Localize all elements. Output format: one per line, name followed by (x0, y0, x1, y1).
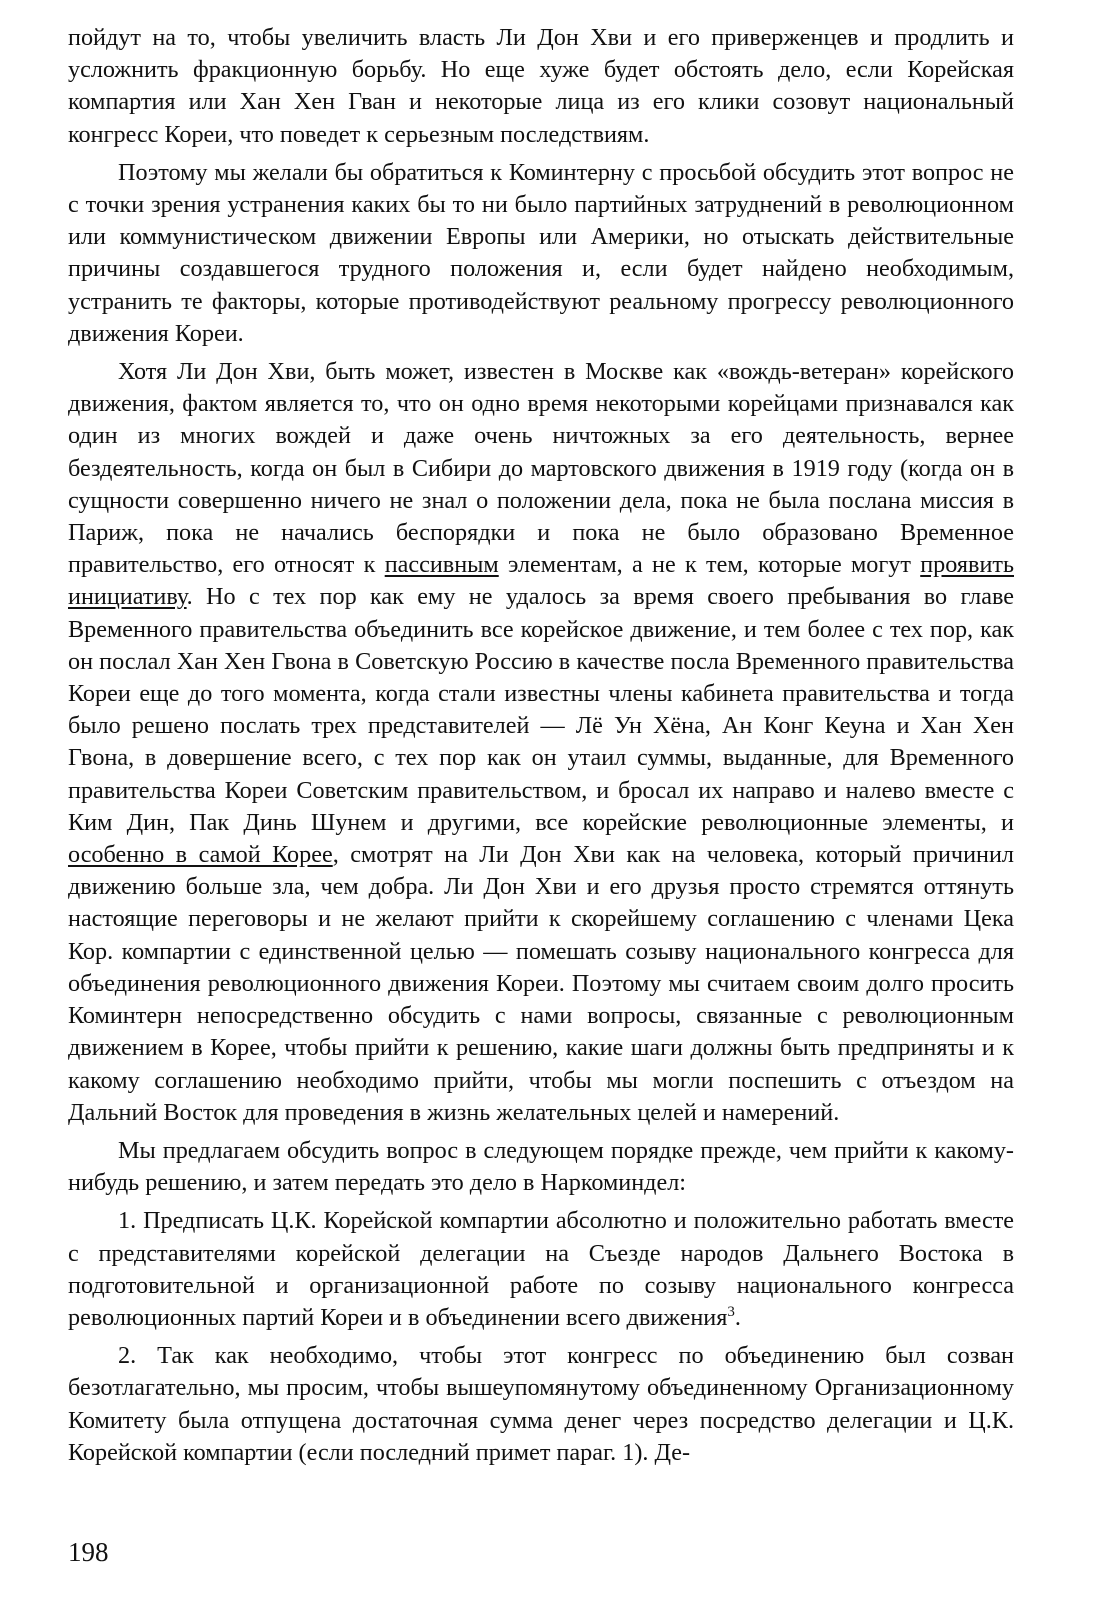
underlined-text-korea: особенно в самой Корее (68, 841, 333, 869)
page-number: 198 (68, 1537, 109, 1567)
text-run: элементам, а не к тем, которые могут (498, 551, 921, 579)
text-run: 1. Предписать Ц.К. Корейской компартии абсолютно и положительно работать вместе с представителями корейской делегации на Съезде народов Дальнего Востока в подготовительной и организационной работе по созыву национального конгресса революционных партий Кореи и в объединении всего движения (68, 1207, 1014, 1331)
paragraph-3 (68, 356, 1014, 1129)
list-item-2 (68, 1340, 1014, 1469)
list-item-1 (68, 1205, 1014, 1334)
text-run: . Но с тех пор как ему не удалось за время своего пребывания во главе Временного правительства объединить все корейское движение, и тем более с тех пор, как он послал Хан Хен Гвона в Советскую Россию в качестве посла Временного правительства Кореи еще до того момента, когда стали известны члены кабинета правительства и тогда было решено послать трех представителей — Лё Ун Хёна, Ан Конг Кеуна и Хан Хен Гвона, в довершение всего, с тех пор как он утаил суммы, выданные, для Временного правительства Кореи Советским правительством, и бросал их направо и налево вместе с Ким Дин, Пак Динь Шунем и другими, все корейские революционные элементы, и (68, 583, 1014, 836)
underlined-text-passive: пассивным (384, 551, 499, 579)
text-run: . (734, 1303, 741, 1331)
text-run: , смотрят на Ли Дон Хви как на человека, который причинил движению больше зла, чем добра. Ли Дон Хви и его друзья просто стремятся оттянуть настоящие переговоры и не желают прийти к скорейшему соглашению с членами Цека Кор. компартии с единственной целью — помешать созыву национального конгресса для объединения революционного движения Кореи. Поэтому мы считаем своим долго просить Коминтерн непосредственно обсудить с нами вопросы, связанные с революционным движением в Корее, чтобы прийти к решению, какие шаги должны быть предприняты и к какому соглашению необходимо прийти, чтобы мы могли поспешить с отъездом на Дальний Восток для проведения в жизнь желательных целей и намерений. (68, 841, 1014, 1126)
text-run: Мы предлагаем обсудить вопрос в следующем порядке прежде, чем прийти к какому-нибудь решению, и затем передать это дело в Наркоминдел: (68, 1136, 1014, 1197)
footnote-marker: 3 (727, 1303, 735, 1320)
text-run: пойдут на то, чтобы увеличить власть Ли Дон Хви и его приверженцев и продлить и усложнить фракционную борьбу. Но еще хуже будет обстоять дело, если Корейская компартия или Хан Хен Гван и некоторые лица из его клики созовут национальный конгресс Кореи, что поведет к серьезным последствиям. (68, 24, 1014, 148)
text-run: Хотя Ли Дон Хви, быть может, известен в Москве как «вождь-ветеран» корейского движения, фактом является то, что он одно время некоторыми корейцами признавался как один из многих вождей и даже очень ничтожных за его деятельность, вернее бездеятельность, когда он был в Сибири до мартовского движения в 1919 году (когда он в сущности совершенно ничего не знал о положении дела, пока не была послана миссия в Париж, пока не начались беспорядки и пока не было образовано Временное правительство, его относят к (68, 358, 1014, 579)
text-run: 2. Так как необходимо, чтобы этот конгресс по объединению был созван безотлагательно, мы просим, чтобы вышеупомянутому объединенному Организационному Комитету была отпущена достаточная сумма денег через посредство делегации и Ц.К. Корейской компартии (если последний примет параг. 1). Де- (68, 1342, 1014, 1466)
underlined-text-initiative: проявить инициативу (68, 551, 1014, 611)
paragraph-4 (68, 1135, 1014, 1199)
document-body (68, 22, 1014, 1469)
paragraph-1 (68, 22, 1014, 151)
text-run: Поэтому мы желали бы обратиться к Коминтерну с просьбой обсудить этот вопрос не с точки зрения устранения каких бы то ни было партийных затруднений в революционном или коммунистическом движении Европы или Америки, но отыскать действительные причины создавшегося трудного положения и, если будет найдено необходимым, устранить те факторы, которые противодействуют реальному прогрессу революционного движения Кореи. (68, 158, 1014, 347)
paragraph-2 (68, 157, 1014, 350)
